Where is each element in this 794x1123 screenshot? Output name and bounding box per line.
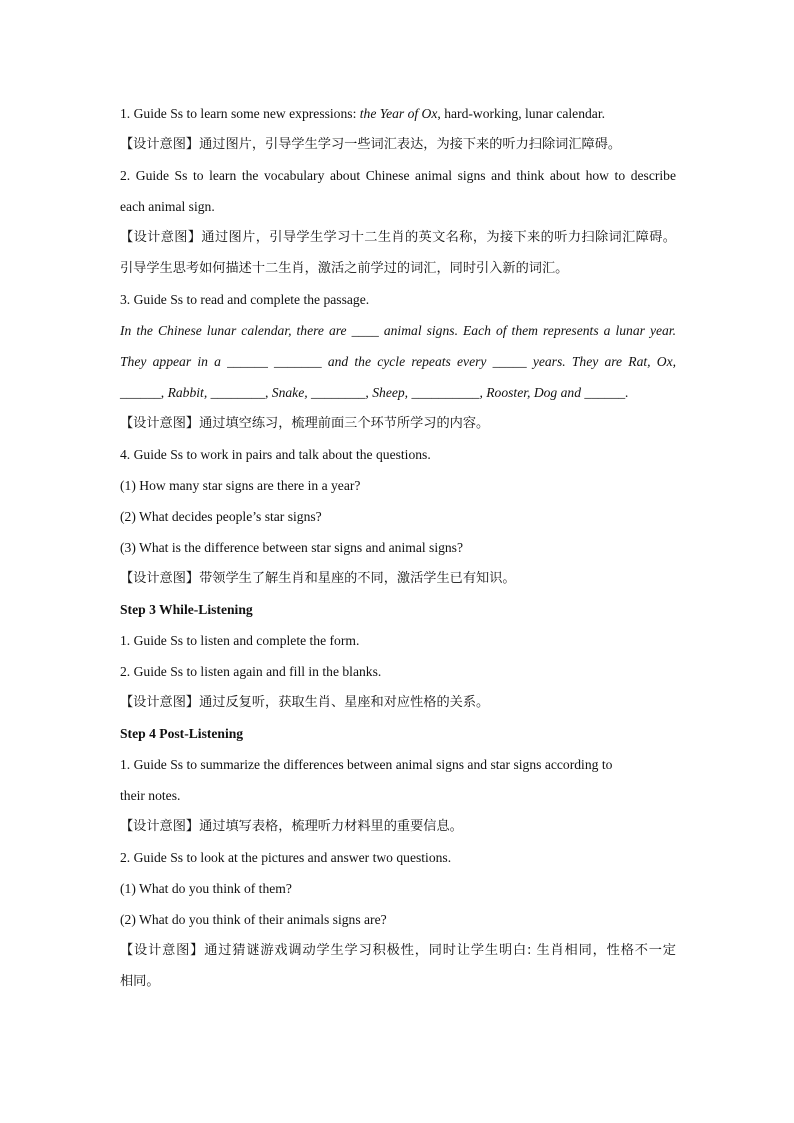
pictures-question-2: (2) What do you think of their animals signs are? — [120, 912, 387, 927]
vocabulary-instruction: 2. Guide Ss to learn the vocabulary about Chinese animal signs and think about how to describe — [120, 168, 676, 183]
summarize-instruction: 1. Guide Ss to summarize the differences between animal signs and star signs according to — [120, 757, 613, 772]
italic-term: the Year of Ox — [359, 106, 438, 121]
design-intent-2-cont: 引导学生思考如何描述十二生肖，激活之前学过的词汇，同时引入新的词汇。 — [120, 261, 569, 276]
design-intent-3: 【设计意图】通过填空练习，梳理前面三个环节所学习的内容。 — [120, 416, 490, 431]
text-span: , hard-working, lunar calendar. — [437, 106, 606, 121]
passage-line-2: They appear in a ______ _______ and the cycle repeats every _____ years. They are Rat, Ox, — [120, 354, 676, 369]
question-3: (3) What is the difference between star signs and animal signs? — [120, 540, 464, 555]
expressions-instruction — [120, 98, 676, 129]
document-body — [120, 98, 676, 997]
question-1: (1) How many star signs are there in a year? — [120, 478, 361, 493]
question-2: (2) What decides people’s star signs? — [120, 509, 322, 524]
vocabulary-instruction-cont: each animal sign. — [120, 199, 215, 214]
step-4-heading: Step 4 Post-Listening — [120, 726, 244, 741]
listen-instruction-2: 2. Guide Ss to listen again and fill in the blanks. — [120, 664, 382, 679]
pictures-question-1: (1) What do you think of them? — [120, 881, 292, 896]
pair-work-instruction: 4. Guide Ss to work in pairs and talk about the questions. — [120, 447, 431, 462]
design-intent-7: 【设计意图】通过猜谜游戏调动学生学习积极性，同时让学生明白: 生肖相同，性格不一定 — [120, 943, 676, 958]
passage-instruction: 3. Guide Ss to read and complete the passage. — [120, 292, 370, 307]
design-intent-7-cont: 相同。 — [120, 974, 160, 989]
pictures-instruction: 2. Guide Ss to look at the pictures and answer two questions. — [120, 850, 452, 865]
summarize-instruction-cont: their notes. — [120, 788, 181, 803]
step-3-heading: Step 3 While-Listening — [120, 602, 253, 617]
text-span: 1. Guide Ss to learn some new expressions: — [120, 106, 360, 121]
design-intent-5: 【设计意图】通过反复听，获取生肖、星座和对应性格的关系。 — [120, 695, 490, 710]
passage-line-3: ______, Rabbit, ________, Snake, ________, Sheep, __________, Rooster, Dog and ______. — [120, 385, 629, 400]
passage-line-1: In the Chinese lunar calendar, there are ____ animal signs. Each of them represents a lunar year. — [120, 323, 676, 338]
design-intent-1: 【设计意图】通过图片，引导学生学习一些词汇表达，为接下来的听力扫除词汇障碍。 — [120, 137, 622, 152]
listen-instruction-1: 1. Guide Ss to listen and complete the form. — [120, 633, 360, 648]
design-intent-4: 【设计意图】带领学生了解生肖和星座的不同，激活学生已有知识。 — [120, 571, 516, 586]
design-intent-2: 【设计意图】通过图片，引导学生学习十二生肖的英文名称，为接下来的听力扫除词汇障碍。 — [120, 230, 676, 245]
design-intent-6: 【设计意图】通过填写表格，梳理听力材料里的重要信息。 — [120, 819, 463, 834]
